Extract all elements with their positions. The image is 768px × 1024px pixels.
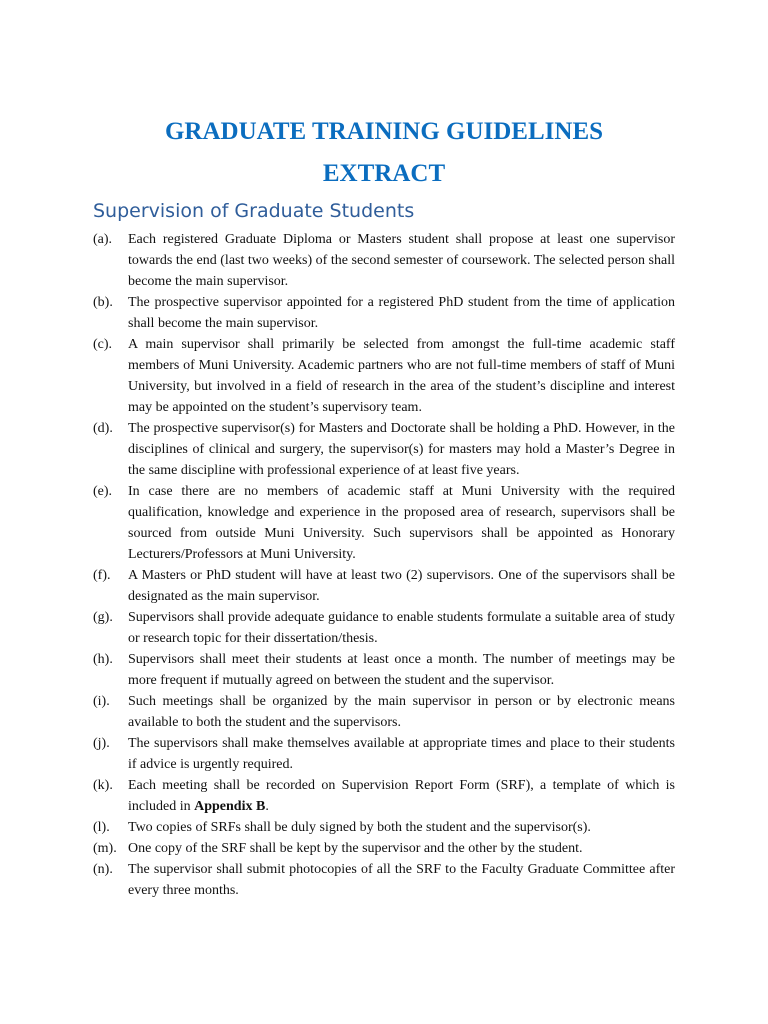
list-item-text: The prospective supervisor(s) for Masters and Doctorate shall be holding a PhD. However, in the disciplines of clinical and surgery, the supervisor(s) for masters may hold a Master’s Degree in the same discipline with professional experience of at least five years. [128, 421, 675, 478]
list-item [93, 565, 675, 607]
list-item [93, 481, 675, 565]
list-item-marker: (d). [93, 421, 113, 436]
list-item-text-body: Each meeting shall be recorded on Supervision Report Form (SRF), a template of which is included in [128, 778, 675, 814]
list-item-text: Supervisors shall provide adequate guidance to enable students formulate a suitable area of study or research topic for their dissertation/thesis. [128, 610, 675, 646]
list-item [93, 229, 675, 292]
section-heading: Supervision of Graduate Students [93, 200, 415, 222]
list-item-text [128, 778, 675, 814]
list-item-text: A main supervisor shall primarily be selected from amongst the full-time academic staff members of Muni University. Academic partners who are not full-time members of staff of Muni University, but involved in a field of research in the area of the student’s discipline and interest may be appointed on the student’s supervisory team. [128, 337, 675, 415]
list-item-marker: (h). [93, 652, 113, 667]
guidelines-list [93, 229, 675, 901]
list-item-text: A Masters or PhD student will have at least two (2) supervisors. One of the supervisors shall be designated as the main supervisor. [128, 568, 675, 604]
list-item-text: Supervisors shall meet their students at least once a month. The number of meetings may be more frequent if mutually agreed on between the student and the supervisor. [128, 652, 675, 688]
list-item [93, 859, 675, 901]
document-title-line-2: EXTRACT [322, 160, 446, 187]
list-item-text: The supervisors shall make themselves available at appropriate times and place to their students if advice is urgently required. [128, 736, 675, 772]
list-item-marker: (c). [93, 337, 113, 352]
list-item-text: The supervisor shall submit photocopies of all the SRF to the Faculty Graduate Committee after every three months. [128, 862, 675, 898]
list-item-marker: (i). [93, 694, 110, 709]
list-item [93, 649, 675, 691]
list-item-text: Two copies of SRFs shall be duly signed by both the student and the supervisor(s). [128, 820, 591, 835]
appendix-reference: Appendix B [194, 799, 266, 814]
list-item [93, 334, 675, 418]
list-item-text-tail: . [265, 799, 269, 814]
list-item-text: One copy of the SRF shall be kept by the supervisor and the other by the student. [128, 841, 583, 856]
list-item-marker: (l). [93, 820, 110, 835]
list-item [93, 418, 675, 481]
list-item-marker: (f). [93, 568, 111, 583]
list-item [93, 691, 675, 733]
list-item-marker: (k). [93, 778, 113, 793]
list-item-text: In case there are no members of academic staff at Muni University with the required qualification, knowledge and experience in the proposed area of research, supervisors shall be sourced from outside Muni University. Such supervisors shall be appointed as Honorary Lecturers/Professors at Muni University. [128, 484, 675, 562]
list-item-marker: (g). [93, 610, 113, 625]
list-item-marker: (a). [93, 232, 113, 247]
list-item-text: Such meetings shall be organized by the main supervisor in person or by electronic means available to both the student and the supervisors. [128, 694, 675, 730]
list-item-marker: (b). [93, 295, 113, 310]
list-item-marker: (j). [93, 736, 110, 751]
list-item [93, 838, 675, 859]
list-item-marker: (e). [93, 484, 113, 499]
document-title-line-1: GRADUATE TRAINING GUIDELINES [164, 118, 604, 145]
list-item [93, 733, 675, 775]
list-item-text: Each registered Graduate Diploma or Masters student shall propose at least one supervisor towards the end (last two weeks) of the second semester of coursework. The selected person shall become the main supervisor. [128, 232, 675, 289]
list-item-text: The prospective supervisor appointed for a registered PhD student from the time of application shall become the main supervisor. [128, 295, 675, 331]
list-item [93, 292, 675, 334]
list-item-marker: (n). [93, 862, 113, 877]
list-item [93, 775, 675, 817]
list-item [93, 607, 675, 649]
list-item [93, 817, 675, 838]
list-item-marker: (m). [93, 841, 117, 856]
